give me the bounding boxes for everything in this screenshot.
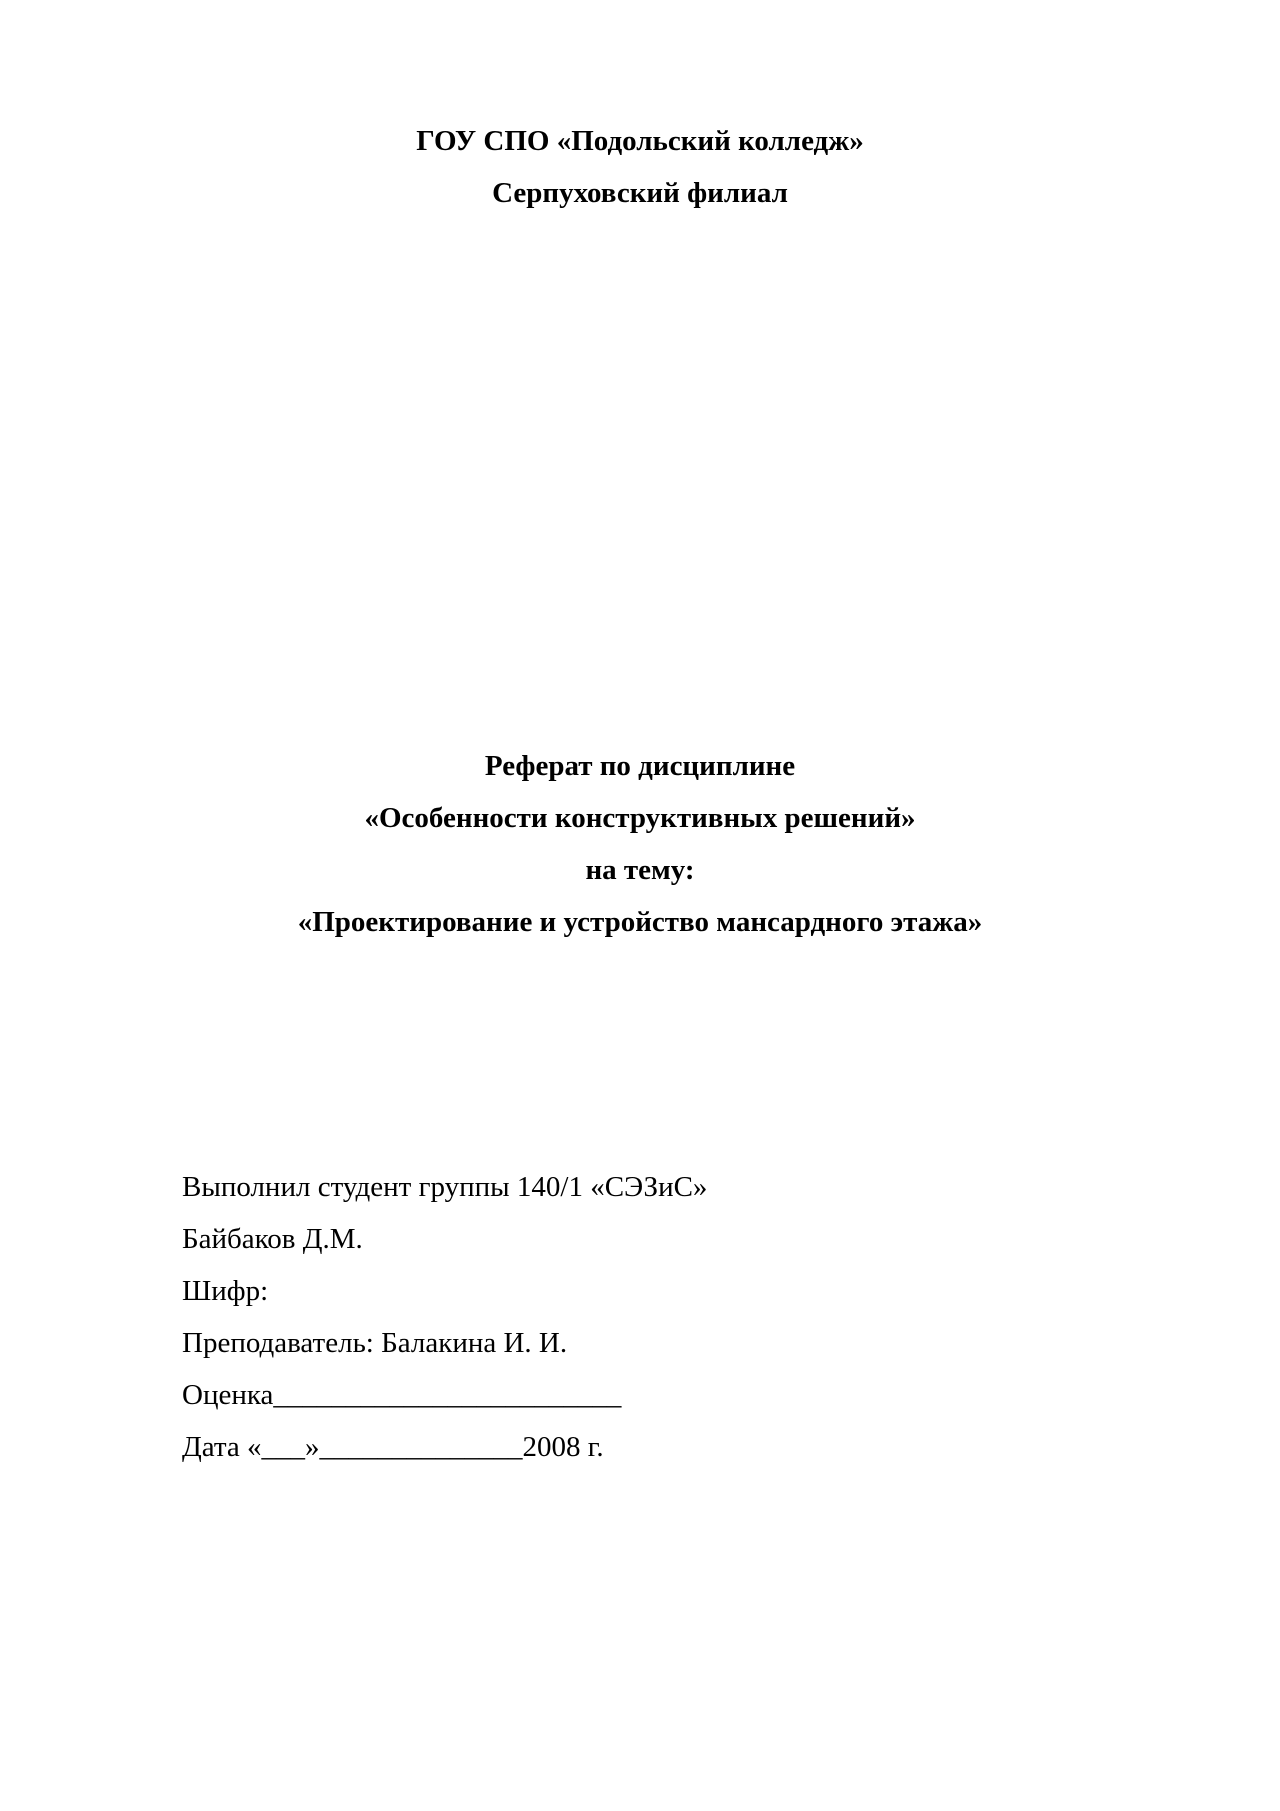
performed-by-line: Выполнил студент группы 140/1 «СЭЗиС»: [182, 1171, 708, 1203]
title-line-2: «Особенности конструктивных решений»: [364, 802, 916, 834]
teacher-line: Преподаватель: Балакина И. И.: [182, 1327, 568, 1359]
institution-name: ГОУ СПО «Подольский колледж»: [416, 125, 864, 157]
cipher-line: Шифр:: [182, 1275, 269, 1307]
title-line-3: на тему:: [585, 854, 695, 886]
student-name-line: Байбаков Д.М.: [182, 1223, 363, 1255]
title-line-4: «Проектирование и устройство мансардного этажа»: [297, 906, 983, 938]
grade-line: Оценка________________________: [182, 1379, 622, 1411]
date-line: Дата «___»______________2008 г.: [182, 1431, 604, 1463]
title-line-1: Реферат по дисциплине: [484, 750, 796, 782]
branch-name: Серпуховский филиал: [492, 177, 788, 209]
